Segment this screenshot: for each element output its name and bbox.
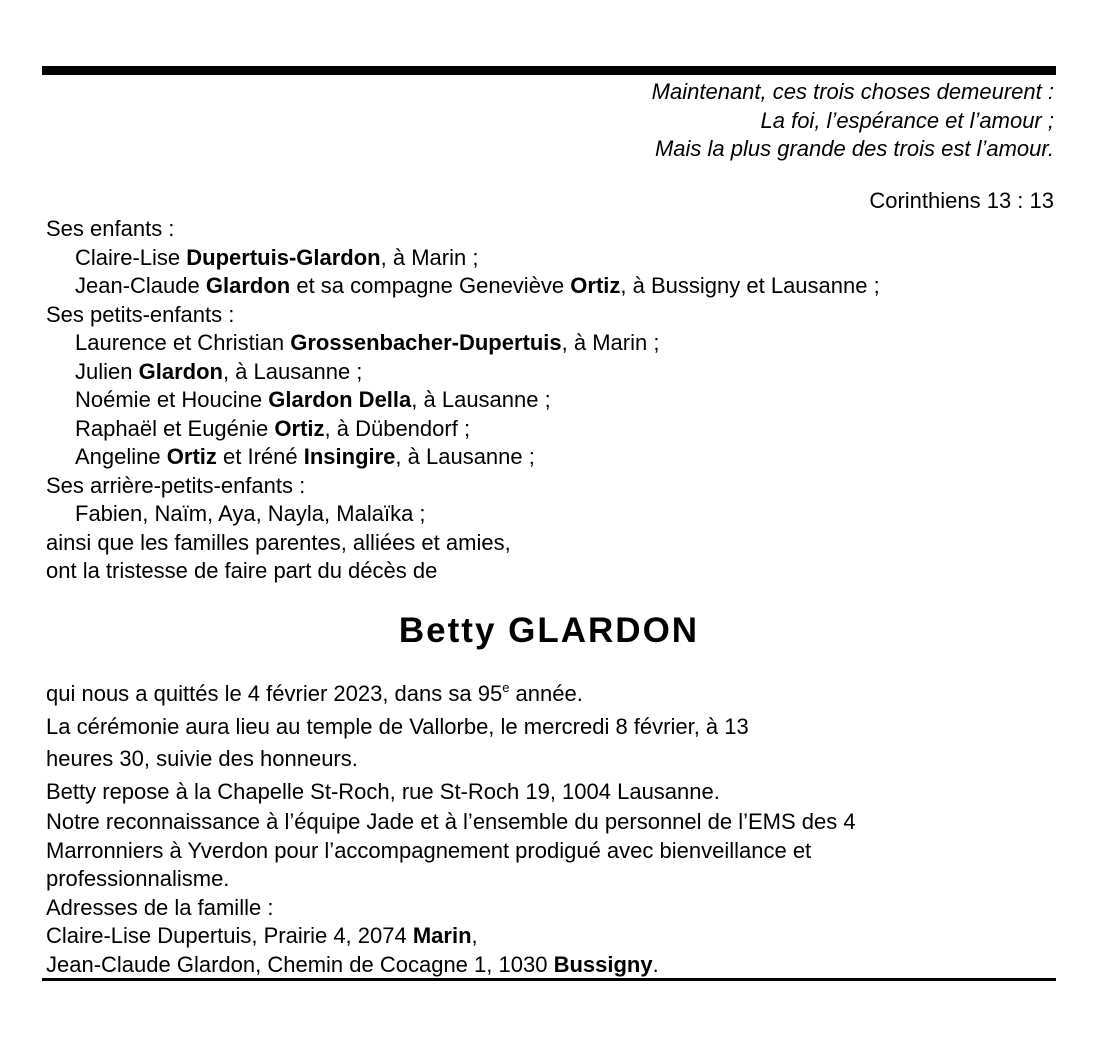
ceremony-line: La cérémonie aura lieu au temple de Vallorbe, le mercredi 8 février, à 13 <box>46 713 749 739</box>
rest-location: Betty repose à la Chapelle St-Roch, rue St-Roch 19, 1004 Lausanne. <box>46 778 720 804</box>
family-entry: Julien Glardon, à Lausanne ; <box>75 358 363 384</box>
thanks-line: Notre reconnaissance à l’équipe Jade et à l’ensemble du personnel de l’EMS des 4 <box>46 809 856 834</box>
quote-line: La foi, l’espérance et l’amour ; <box>760 107 1054 133</box>
family-entry: Noémie et Houcine Glardon Della, à Lausanne ; <box>75 387 551 412</box>
quote-line: Mais la plus grande des trois est l’amour. <box>654 136 1054 161</box>
great-grandchildren-names: Fabien, Naïm, Aya, Nayla, Malaïka ; <box>75 501 426 526</box>
closing-line: ont la tristesse de faire part du décès de <box>46 558 438 583</box>
family-address: Jean-Claude Glardon, Chemin de Cocagne 1, 1030 Bussigny. <box>46 951 659 977</box>
addresses-heading: Adresses de la famille : <box>46 894 274 920</box>
quote-line: Maintenant, ces trois choses demeurent : <box>651 79 1054 104</box>
great-grandchildren-heading: Ses arrière-petits-enfants : <box>46 472 306 498</box>
family-entry: Jean-Claude Glardon et sa compagne Geneviève Ortiz, à Bussigny et Lausanne ; <box>75 273 880 298</box>
family-entry: Angeline Ortiz et Iréné Insingire, à Lausanne ; <box>75 444 535 469</box>
thanks-line: Marronniers à Yverdon pour l’accompagnement prodigué avec bienveillance et <box>46 837 812 863</box>
quote-reference: Corinthiens 13 : 13 <box>869 188 1054 213</box>
obituary-notice <box>42 0 1056 1046</box>
thanks-line: professionnalisme. <box>46 866 230 891</box>
family-entry: Raphaël et Eugénie Ortiz, à Dübendorf ; <box>75 415 471 441</box>
family-list <box>46 215 880 586</box>
ceremony-line: heures 30, suivie des honneurs. <box>46 746 358 771</box>
funeral-details <box>46 678 856 979</box>
top-rule <box>42 66 1056 75</box>
deceased-name: Betty GLARDON <box>398 611 700 650</box>
family-address: Claire-Lise Dupertuis, Prairie 4, 2074 Marin, <box>46 923 478 948</box>
bottom-rule <box>42 978 1056 981</box>
death-date-line: qui nous a quittés le 4 février 2023, dans sa 95e année. <box>46 680 583 706</box>
epigraph-quote <box>652 78 1054 164</box>
family-entry: Claire-Lise Dupertuis-Glardon, à Marin ; <box>75 244 479 270</box>
family-entry: Laurence et Christian Grossenbacher-Dupertuis, à Marin ; <box>75 330 660 355</box>
children-heading: Ses enfants : <box>46 216 175 241</box>
closing-line: ainsi que les familles parentes, alliées et amies, <box>46 529 511 555</box>
grandchildren-heading: Ses petits-enfants : <box>46 301 235 327</box>
